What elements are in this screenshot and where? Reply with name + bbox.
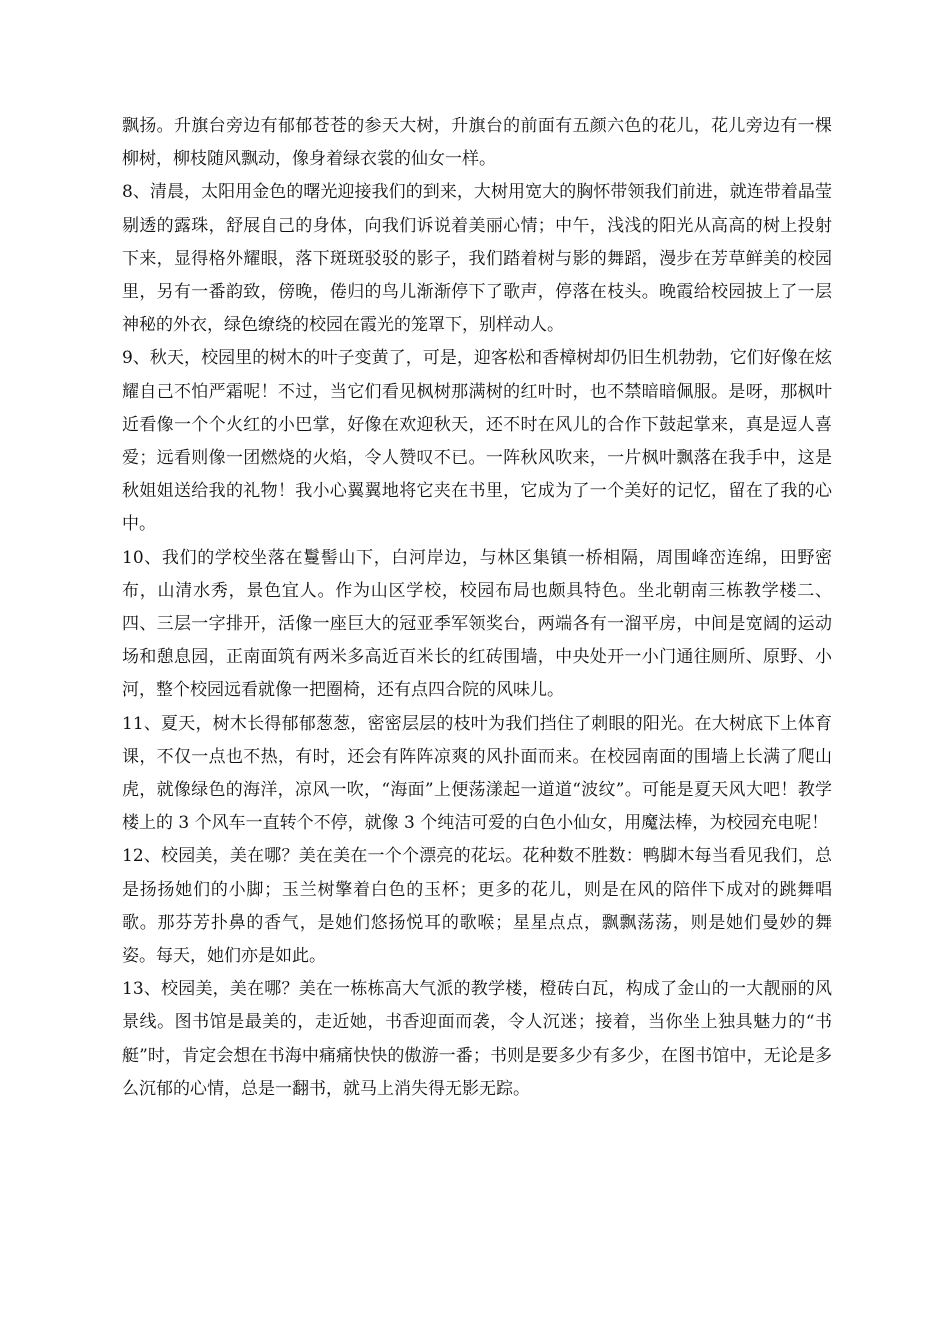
paragraph-continuation bbox=[122, 110, 832, 176]
paragraph-text: 10、我们的学校坐落在鬘髻山下，白河岸边，与林区集镇一桥相隔，周围峰峦连绵，田野密布，山清水秀，景色宜人。作为山区学校，校园布局也颇具特色。坐北朝南三栋教学楼二、四、三层一字排开，活像一座巨大的冠亚季军领奖台，两端各有一溜平房，中间是宽阔的运动场和憩息园，正南面筑有两米多高近百米长的红砖围墙，中央处开一小门通往厕所、原野、小河，整个校园远看就像一把圈椅，还有点四合院的风味儿。 bbox=[122, 547, 832, 701]
paragraph-text: 12、校园美，美在哪？美在美在一个个漂亮的花坛。花种数不胜数：鸭脚木每当看见我们，总是扬扬她们的小脚；玉兰树擎着白色的玉杯；更多的花儿，则是在风的陪伴下成对的跳舞唱歌。那芬芳扑鼻的香气，是她们悠扬悦耳的歌喉；星星点点，飘飘荡荡，则是她们曼妙的舞姿。每天，她们亦是如此。 bbox=[122, 846, 832, 967]
paragraph-12 bbox=[122, 840, 832, 973]
paragraph-13 bbox=[122, 973, 832, 1106]
paragraph-text: 9、秋天，校园里的树木的叶子变黄了，可是，迎客松和香樟树却仍旧生机勃勃，它们好像在炫耀自己不怕严霜呢！不过，当它们看见枫树那满树的红叶时，也不禁暗暗佩服。是呀，那枫叶近看像一个个火红的小巴掌，好像在欢迎秋天，还不时在风儿的合作下鼓起掌来，真是逗人喜爱；远看则像一团燃烧的火焰，令人赞叹不已。一阵秋风吹来，一片枫叶飘落在我手中，这是秋姐姐送给我的礼物！我小心翼翼地将它夹在书里，它成为了一个美好的记忆，留在了我的心中。 bbox=[122, 348, 832, 535]
paragraph-9 bbox=[122, 342, 832, 541]
paragraph-text: 8、清晨，太阳用金色的曙光迎接我们的到来，大树用宽大的胸怀带领我们前进，就连带着晶莹剔透的露珠，舒展自己的身体，向我们诉说着美丽心情；中午，浅浅的阳光从高高的树上投射下来，显得格外耀眼，落下斑斑驳驳的影子，我们踏着树与影的舞蹈，漫步在芳草鲜美的校园里，另有一番韵致，傍晚，倦归的鸟儿渐渐停下了歌声，停落在枝头。晚霞给校园披上了一层神秘的外衣，绿色缭绕的校园在霞光的笼罩下，别样动人。 bbox=[122, 182, 832, 336]
paragraph-text: 飘扬。升旗台旁边有郁郁苍苍的参天大树，升旗台的前面有五颜六色的花儿，花儿旁边有一棵柳树，柳枝随风飘动，像身着绿衣裳的仙女一样。 bbox=[122, 116, 832, 170]
document-page bbox=[122, 110, 832, 1106]
paragraph-10 bbox=[122, 542, 832, 708]
paragraph-11 bbox=[122, 708, 832, 841]
paragraph-text: 13、校园美，美在哪？美在一栋栋高大气派的教学楼，橙砖白瓦，构成了金山的一大靓丽的风景线。图书馆是最美的，走近她，书香迎面而袭，令人沉迷；接着，当你坐上独具魅力的“书艇”时，肯定会想在书海中痛痛快快的傲游一番；书则是要多少有多少，在图书馆中，无论是多么沉郁的心情，总是一翻书，就马上消失得无影无踪。 bbox=[122, 979, 832, 1099]
paragraph-text: 11、夏天，树木长得郁郁葱葱，密密层层的枝叶为我们挡住了刺眼的阳光。在大树底下上体育课，不仅一点也不热，有时，还会有阵阵凉爽的风扑面而来。在校园南面的围墙上长满了爬山虎，就像绿色的海洋，凉风一吹，“海面”上便荡漾起一道道“波纹”。可能是夏天风大吧！教学楼上的 3 个风车一直转个不停，就像 3 个纯洁可爱的白色小仙女，用魔法棒，为校园充电呢！ bbox=[122, 713, 832, 834]
paragraph-8 bbox=[122, 176, 832, 342]
